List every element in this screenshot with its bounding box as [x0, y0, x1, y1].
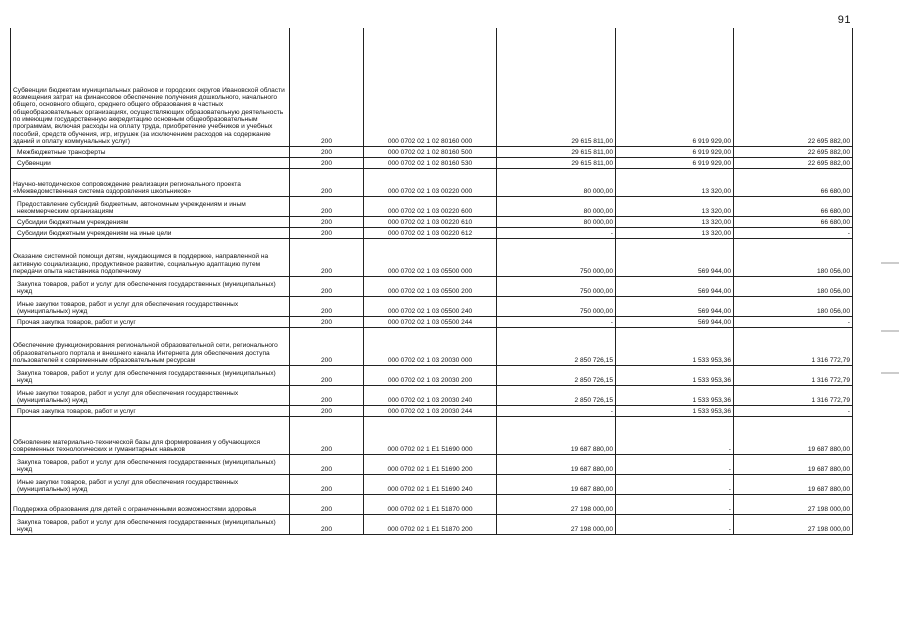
row-name: Обновление материально-технической базы для формирования у обучающихся современных технологических и гуманитарных навыков: [11, 416, 290, 454]
row-executed-amount: 1 533 953,36: [616, 365, 734, 385]
row-budget-classification-code: 000 0702 02 1 E1 51690 000: [364, 416, 497, 454]
row-line-code: 200: [290, 405, 364, 416]
row-executed-amount: -: [616, 416, 734, 454]
row-unexecuted-amount: 1 316 772,79: [734, 385, 853, 405]
row-name: Иные закупки товаров, работ и услуг для обеспечения государственных (муниципальных) нужд: [11, 474, 290, 494]
row-name: Субвенции бюджетам муниципальных районов и городских округов Ивановской области возмещения затрат на финансовое обеспечение получения дошкольного, начального общего, основного общего, среднего общего образования в частных общеобразовательных организациях, осуществляющих образовательную деятельность по имеющим государственную аккредитацию основным общеобразовательным программам, включая расходы на оплату труда, приобретение учебников и учебных пособий, средств обучения, игр, игрушек (за исключением расходов на содержание зданий и оплату коммунальных услуг): [11, 28, 290, 146]
row-name: Закупка товаров, работ и услуг для обеспечения государственных (муниципальных) нужд: [11, 514, 290, 534]
row-approved-amount: -: [497, 316, 616, 327]
row-executed-amount: 13 320,00: [616, 196, 734, 216]
row-name: Поддержка образования для детей с ограниченными возможностями здоровья: [11, 494, 290, 514]
row-line-code: 200: [290, 276, 364, 296]
row-unexecuted-amount: 27 198 000,00: [734, 494, 853, 514]
row-budget-classification-code: 000 0702 02 1 03 20030 240: [364, 385, 497, 405]
row-executed-amount: 6 919 929,00: [616, 157, 734, 168]
row-name: Закупка товаров, работ и услуг для обеспечения государственных (муниципальных) нужд: [11, 365, 290, 385]
page-number: 91: [837, 14, 851, 26]
row-name: Субвенции: [11, 157, 290, 168]
table-row: [11, 28, 853, 146]
row-executed-amount: -: [616, 454, 734, 474]
row-name: Межбюджетные трансферты: [11, 146, 290, 157]
row-budget-classification-code: 000 0702 02 1 03 00220 610: [364, 216, 497, 227]
row-approved-amount: 29 615 811,00: [497, 146, 616, 157]
row-budget-classification-code: 000 0702 02 1 03 20030 200: [364, 365, 497, 385]
row-unexecuted-amount: 19 687 880,00: [734, 454, 853, 474]
row-unexecuted-amount: 19 687 880,00: [734, 416, 853, 454]
row-approved-amount: 750 000,00: [497, 238, 616, 276]
row-line-code: 200: [290, 227, 364, 238]
row-budget-classification-code: 000 0702 02 1 03 20030 000: [364, 327, 497, 365]
row-budget-classification-code: 000 0702 02 1 03 00220 000: [364, 168, 497, 196]
row-name: Обеспечение функционирования региональной образовательной сети, регионального образовательного портала и внешнего канала Интернета для обеспечения доступа пользователей к современным образовательным ресурсам: [11, 327, 290, 365]
row-budget-classification-code: 000 0702 02 1 03 05500 000: [364, 238, 497, 276]
row-approved-amount: 80 000,00: [497, 196, 616, 216]
row-line-code: 200: [290, 216, 364, 227]
row-name: Иные закупки товаров, работ и услуг для обеспечения государственных (муниципальных) нужд: [11, 385, 290, 405]
row-line-code: 200: [290, 168, 364, 196]
row-line-code: 200: [290, 28, 364, 146]
table-row: [11, 494, 853, 514]
row-approved-amount: -: [497, 227, 616, 238]
row-approved-amount: 19 687 880,00: [497, 454, 616, 474]
row-executed-amount: -: [616, 474, 734, 494]
row-approved-amount: 2 850 726,15: [497, 365, 616, 385]
row-line-code: 200: [290, 365, 364, 385]
row-executed-amount: 569 944,00: [616, 276, 734, 296]
row-budget-classification-code: 000 0702 02 1 03 05500 244: [364, 316, 497, 327]
row-executed-amount: 569 944,00: [616, 296, 734, 316]
row-line-code: 200: [290, 494, 364, 514]
row-approved-amount: 2 850 726,15: [497, 385, 616, 405]
row-executed-amount: 569 944,00: [616, 316, 734, 327]
row-line-code: 200: [290, 474, 364, 494]
scan-mark: [881, 372, 899, 374]
row-executed-amount: 13 320,00: [616, 216, 734, 227]
row-executed-amount: 6 919 929,00: [616, 28, 734, 146]
row-executed-amount: 1 533 953,36: [616, 327, 734, 365]
table-row: [11, 365, 853, 385]
row-name: Иные закупки товаров, работ и услуг для обеспечения государственных (муниципальных) нужд: [11, 296, 290, 316]
row-unexecuted-amount: 66 680,00: [734, 196, 853, 216]
table-row: [11, 454, 853, 474]
table-row: [11, 296, 853, 316]
table-row: [11, 157, 853, 168]
table-row: [11, 196, 853, 216]
row-name: Прочая закупка товаров, работ и услуг: [11, 405, 290, 416]
row-line-code: 200: [290, 157, 364, 168]
row-unexecuted-amount: 22 695 882,00: [734, 28, 853, 146]
row-budget-classification-code: 000 0702 02 1 E1 51870 200: [364, 514, 497, 534]
row-name: Прочая закупка товаров, работ и услуг: [11, 316, 290, 327]
row-line-code: 200: [290, 238, 364, 276]
row-unexecuted-amount: 180 056,00: [734, 296, 853, 316]
table-row: [11, 327, 853, 365]
row-line-code: 200: [290, 296, 364, 316]
table-row: [11, 227, 853, 238]
row-approved-amount: 80 000,00: [497, 216, 616, 227]
row-name: Научно-методическое сопровождение реализации регионального проекта «Межведомственная система оздоровления школьников»: [11, 168, 290, 196]
row-unexecuted-amount: -: [734, 405, 853, 416]
table-row: [11, 316, 853, 327]
row-name: Закупка товаров, работ и услуг для обеспечения государственных (муниципальных) нужд: [11, 276, 290, 296]
row-unexecuted-amount: 180 056,00: [734, 238, 853, 276]
row-approved-amount: 19 687 880,00: [497, 416, 616, 454]
row-approved-amount: 27 198 000,00: [497, 494, 616, 514]
row-unexecuted-amount: 66 680,00: [734, 216, 853, 227]
row-line-code: 200: [290, 146, 364, 157]
row-budget-classification-code: 000 0702 02 1 03 05500 240: [364, 296, 497, 316]
row-executed-amount: 13 320,00: [616, 168, 734, 196]
row-unexecuted-amount: 27 198 000,00: [734, 514, 853, 534]
row-budget-classification-code: 000 0702 02 1 E1 51870 000: [364, 494, 497, 514]
row-name: Субсидии бюджетным учреждениям: [11, 216, 290, 227]
row-unexecuted-amount: 19 687 880,00: [734, 474, 853, 494]
row-budget-classification-code: 000 0702 02 1 02 80160 000: [364, 28, 497, 146]
row-line-code: 200: [290, 514, 364, 534]
row-name: Оказание системной помощи детям, нуждающимся в поддержке, направленной на активную социализацию, продуктивное развитие, социальную адаптацию путем передачи опыта наставника подопечному: [11, 238, 290, 276]
row-budget-classification-code: 000 0702 02 1 02 80160 530: [364, 157, 497, 168]
row-unexecuted-amount: 1 316 772,79: [734, 327, 853, 365]
row-approved-amount: 27 198 000,00: [497, 514, 616, 534]
row-executed-amount: 569 944,00: [616, 238, 734, 276]
row-budget-classification-code: 000 0702 02 1 E1 51690 200: [364, 454, 497, 474]
budget-execution-table: [10, 28, 853, 535]
table-row: [11, 238, 853, 276]
row-budget-classification-code: 000 0702 02 1 03 05500 200: [364, 276, 497, 296]
table-row: [11, 146, 853, 157]
table-row: [11, 474, 853, 494]
row-line-code: 200: [290, 327, 364, 365]
row-executed-amount: -: [616, 494, 734, 514]
row-name: Субсидии бюджетным учреждениям на иные цели: [11, 227, 290, 238]
row-approved-amount: 29 615 811,00: [497, 157, 616, 168]
row-line-code: 200: [290, 454, 364, 474]
row-approved-amount: 29 615 811,00: [497, 28, 616, 146]
row-line-code: 200: [290, 316, 364, 327]
row-approved-amount: -: [497, 405, 616, 416]
table-row: [11, 216, 853, 227]
row-approved-amount: 2 850 726,15: [497, 327, 616, 365]
row-budget-classification-code: 000 0702 02 1 02 80160 500: [364, 146, 497, 157]
table-row: [11, 416, 853, 454]
row-unexecuted-amount: 66 680,00: [734, 168, 853, 196]
row-approved-amount: 750 000,00: [497, 296, 616, 316]
row-approved-amount: 750 000,00: [497, 276, 616, 296]
table-row: [11, 514, 853, 534]
row-line-code: 200: [290, 416, 364, 454]
table-row: [11, 405, 853, 416]
row-executed-amount: 1 533 953,36: [616, 405, 734, 416]
row-name: Предоставление субсидий бюджетным, автономным учреждениям и иным некоммерческим организациям: [11, 196, 290, 216]
row-unexecuted-amount: -: [734, 227, 853, 238]
row-unexecuted-amount: 22 695 882,00: [734, 157, 853, 168]
row-unexecuted-amount: 180 056,00: [734, 276, 853, 296]
scan-mark: [881, 330, 899, 332]
row-unexecuted-amount: 22 695 882,00: [734, 146, 853, 157]
row-executed-amount: -: [616, 514, 734, 534]
table-row: [11, 385, 853, 405]
row-unexecuted-amount: 1 316 772,79: [734, 365, 853, 385]
row-line-code: 200: [290, 196, 364, 216]
row-line-code: 200: [290, 385, 364, 405]
scan-mark: [881, 262, 899, 264]
row-budget-classification-code: 000 0702 02 1 E1 51690 240: [364, 474, 497, 494]
row-executed-amount: 1 533 953,36: [616, 385, 734, 405]
row-approved-amount: 19 687 880,00: [497, 474, 616, 494]
row-budget-classification-code: 000 0702 02 1 03 20030 244: [364, 405, 497, 416]
row-approved-amount: 80 000,00: [497, 168, 616, 196]
row-executed-amount: 13 320,00: [616, 227, 734, 238]
row-unexecuted-amount: -: [734, 316, 853, 327]
row-budget-classification-code: 000 0702 02 1 03 00220 612: [364, 227, 497, 238]
table-row: [11, 276, 853, 296]
table-row: [11, 168, 853, 196]
row-budget-classification-code: 000 0702 02 1 03 00220 600: [364, 196, 497, 216]
row-name: Закупка товаров, работ и услуг для обеспечения государственных (муниципальных) нужд: [11, 454, 290, 474]
row-executed-amount: 6 919 929,00: [616, 146, 734, 157]
